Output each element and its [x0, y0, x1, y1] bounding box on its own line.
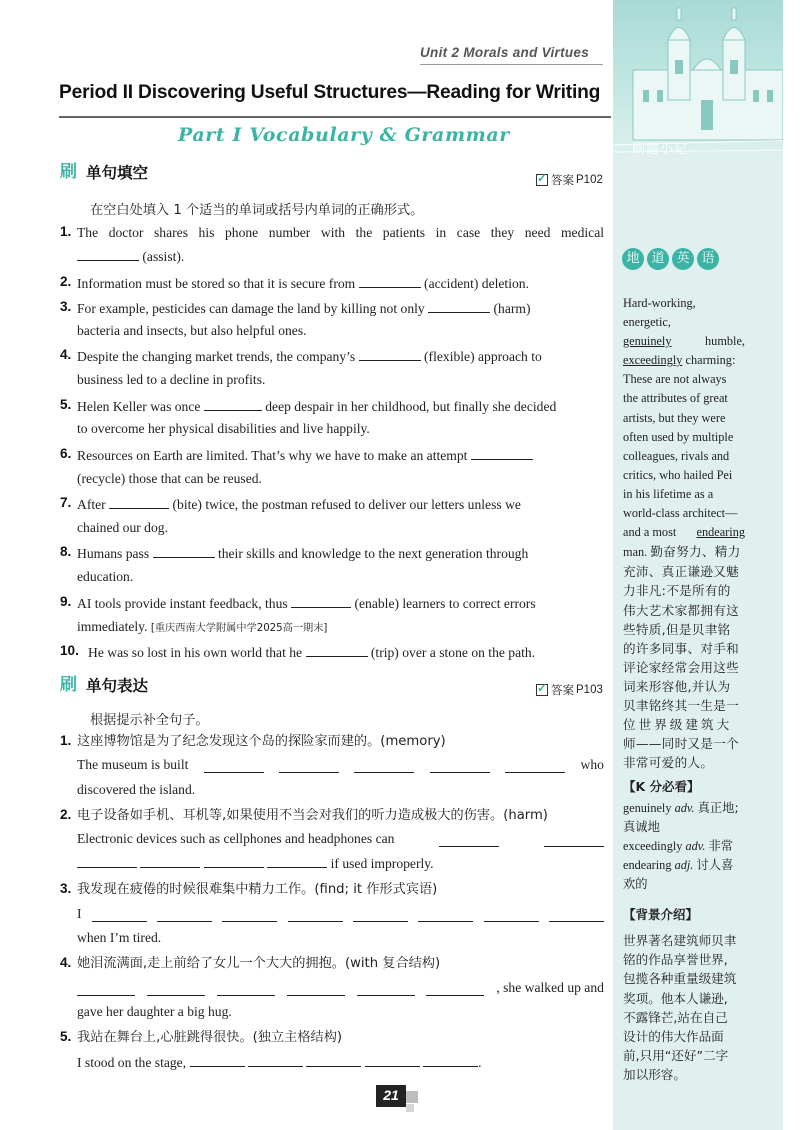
- question-line: He was so lost in his own world that he (trip) over a stone on the path.: [88, 645, 536, 660]
- answer-blank[interactable]: [204, 855, 264, 868]
- question-prompt: 这座博物馆是为了纪念发现这个岛的探险家而建的。(memory): [77, 734, 446, 749]
- question-number: 8.: [60, 544, 72, 559]
- answer-blank[interactable]: [267, 855, 327, 868]
- section-heading-sentence-completion: [60, 674, 148, 696]
- question-line: AI tools provide instant feedback, thus (enable) learners to correct errors: [77, 596, 536, 611]
- question-text: when I’m tired.: [77, 930, 162, 945]
- question-line: (assist).: [77, 248, 604, 265]
- answer-blank[interactable]: [291, 595, 351, 608]
- answer-blank[interactable]: [140, 855, 200, 868]
- answer-blank[interactable]: [471, 447, 533, 460]
- answer-blank[interactable]: [484, 909, 539, 922]
- question-text: chained our dog.: [77, 520, 168, 535]
- page-title: Period II Discovering Useful Structures—Reading for Writing: [59, 82, 601, 103]
- answer-blank[interactable]: [92, 909, 147, 922]
- question-line: , she walked up and: [77, 980, 604, 996]
- answer-blank[interactable]: [353, 909, 408, 922]
- question-text: to overcome her physical disabilities and live happily.: [77, 421, 370, 436]
- answer-blank[interactable]: [428, 300, 490, 313]
- question-prompt: 电子设备如手机、耳机等,如果使用不当会对我们的听力造成极大的伤害。(harm): [77, 808, 548, 823]
- question-number: 1.: [60, 224, 72, 239]
- answer-blank[interactable]: [430, 760, 490, 773]
- question-number: 9.: [60, 594, 72, 609]
- question-text: The doctor shares his phone number with the patients in case they need medical: [77, 225, 604, 240]
- idiom-tag: 地 道 英 语: [622, 248, 719, 270]
- title-divider: [59, 116, 611, 118]
- question-text: gave her daughter a big hug.: [77, 1004, 232, 1019]
- question-line: Information must be stored so that it is secure from (accident) deletion.: [77, 276, 529, 291]
- background-note-heading: 【背景介绍】: [623, 907, 699, 922]
- answer-blank[interactable]: [157, 909, 212, 922]
- answer-blank[interactable]: [190, 1054, 245, 1067]
- question-number: 2.: [60, 807, 72, 822]
- question-number: 5.: [60, 1029, 72, 1044]
- background-note: 世界著名建筑师贝聿 铭的作品享誉世界, 包揽各种重量级建筑 奖项。他本人谦逊, 不露锋芒,站在自己 设计的伟大作品面 前,只用“还好”二字 加以形容。: [623, 933, 737, 1083]
- question-line: I: [77, 906, 604, 922]
- vocab-note-heading: 【K 分必看】: [623, 779, 700, 794]
- page-decoration: [406, 1091, 418, 1103]
- answer-blank[interactable]: [357, 983, 415, 996]
- header-divider: [420, 64, 603, 65]
- check-icon: [536, 174, 548, 186]
- answer-blank[interactable]: [217, 983, 275, 996]
- answer-blank[interactable]: [204, 398, 262, 411]
- answer-blank[interactable]: [109, 496, 169, 509]
- section-title: 单句表达: [86, 677, 149, 695]
- question-line: Despite the changing market trends, the company’s (flexible) approach to: [77, 349, 542, 364]
- answer-blank[interactable]: [77, 983, 135, 996]
- question-line: Humans pass their skills and knowledge to the next generation through: [77, 546, 529, 561]
- answer-blank[interactable]: [544, 834, 604, 847]
- answer-reference[interactable]: ✓ 答案 P102: [536, 172, 603, 188]
- answer-blank[interactable]: [423, 1054, 478, 1067]
- question-number: 4.: [60, 347, 72, 362]
- question-number: 6.: [60, 446, 72, 461]
- part-heading: Part I Vocabulary & Grammar: [178, 124, 510, 146]
- question-text: education.: [77, 569, 134, 584]
- answer-blank[interactable]: [306, 644, 368, 657]
- instruction: 根据提示补全句子。: [90, 713, 209, 728]
- question-number: 1.: [60, 733, 72, 748]
- answer-blank[interactable]: [359, 275, 421, 288]
- question-prompt: 我发现在疲倦的时候很难集中精力工作。(find; it 作形式宾语): [77, 882, 438, 897]
- answer-blank[interactable]: [365, 1054, 420, 1067]
- answer-blank[interactable]: [222, 909, 277, 922]
- answer-blank[interactable]: [354, 760, 414, 773]
- answer-blank[interactable]: [248, 1054, 303, 1067]
- check-icon: [536, 684, 548, 696]
- question-line: Helen Keller was once deep despair in her childhood, but finally she decided: [77, 399, 557, 414]
- source-note: [重庆西南大学附属中学2025高一期末]: [150, 623, 328, 634]
- question-line: if used improperly.: [77, 855, 604, 872]
- question-line: For example, pesticides can damage the land by killing not only (harm): [77, 301, 531, 316]
- sidebar-passage: Hard-working, energetic, genuinely humble, exceedingly charming: These are not always the attributes of great artists, but they were often used by multiple colleagues, rivals and critics, who hailed Pei in his lifetime as a world-class architect— and a most endearing man. 勤奋努力、精力 充沛、真正谦逊又魅 力非凡:不是所有的 伟大艺术家都拥有这 些特质,但是贝聿铭 的许多同事、对手和 评论家经常会用这些 词来形容他,并认为 贝聿铭终其一生是一 位世界级建筑大 师——同时又是一个 非常可爱的人。: [623, 296, 745, 771]
- question-number: 2.: [60, 274, 72, 289]
- answer-blank[interactable]: [505, 760, 565, 773]
- answer-blank[interactable]: [418, 909, 473, 922]
- question-number: 3.: [60, 299, 72, 314]
- answer-blank[interactable]: [204, 760, 264, 773]
- question-number: 4.: [60, 955, 72, 970]
- question-line: Resources on Earth are limited. That’s why we have to make an attempt: [77, 447, 604, 464]
- question-prompt: 她泪流满面,走上前给了女儿一个大大的拥抱。(with 复合结构): [77, 956, 441, 971]
- question-text: (recycle) those that can be reused.: [77, 471, 262, 486]
- sidebar-caption: 刷题小记: [632, 142, 689, 157]
- answer-blank[interactable]: [153, 545, 215, 558]
- page-margin: [783, 0, 800, 1130]
- section-heading-fill-blank: [60, 161, 148, 183]
- answer-blank[interactable]: [287, 983, 345, 996]
- question-text: bacteria and insects, but also helpful ones.: [77, 323, 307, 338]
- answer-blank[interactable]: [439, 834, 499, 847]
- answer-blank[interactable]: [147, 983, 205, 996]
- brush-icon: 刷: [60, 161, 77, 182]
- unit-header: Unit 2 Morals and Virtues: [420, 45, 590, 60]
- question-text: business led to a decline in profits.: [77, 372, 266, 387]
- brush-icon: 刷: [60, 674, 77, 695]
- answer-blank[interactable]: [426, 983, 484, 996]
- answer-reference[interactable]: ✓ 答案 P103: [536, 682, 603, 698]
- question-line: I stood on the stage, .: [77, 1055, 482, 1070]
- question-prompt: 我站在舞台上,心脏跳得很快。(独立主格结构): [77, 1030, 343, 1045]
- answer-blank[interactable]: [77, 248, 139, 261]
- question-number: 5.: [60, 397, 72, 412]
- question-line: The museum is built who: [77, 757, 604, 772]
- question-text: discovered the island.: [77, 782, 196, 797]
- answer-blank[interactable]: [288, 909, 343, 922]
- question-number: 7.: [60, 495, 72, 510]
- question-line: After (bite) twice, the postman refused to deliver our letters unless we: [77, 497, 521, 512]
- section-title: 单句填空: [86, 164, 149, 182]
- question-line: Electronic devices such as cellphones and headphones can: [77, 831, 604, 847]
- answer-blank[interactable]: [279, 760, 339, 773]
- answer-blank[interactable]: [359, 348, 421, 361]
- question-number: 10.: [60, 643, 79, 658]
- answer-blank[interactable]: [77, 855, 137, 868]
- church-illustration: [613, 0, 800, 160]
- vocab-note: genuinely adv. 真正地; 真诚地 exceedingly adv. 非常 endearing adj. 讨人喜 欢的: [623, 801, 739, 891]
- page-number: 21: [383, 1087, 399, 1103]
- answer-blank[interactable]: [549, 909, 604, 922]
- answer-blank[interactable]: [306, 1054, 361, 1067]
- page-decoration: [406, 1104, 414, 1112]
- question-line: immediately. [重庆西南大学附属中学2025高一期末]: [77, 619, 328, 634]
- question-number: 3.: [60, 881, 72, 896]
- instruction: 在空白处填入 1 个适当的单词或括号内单词的正确形式。: [90, 203, 424, 218]
